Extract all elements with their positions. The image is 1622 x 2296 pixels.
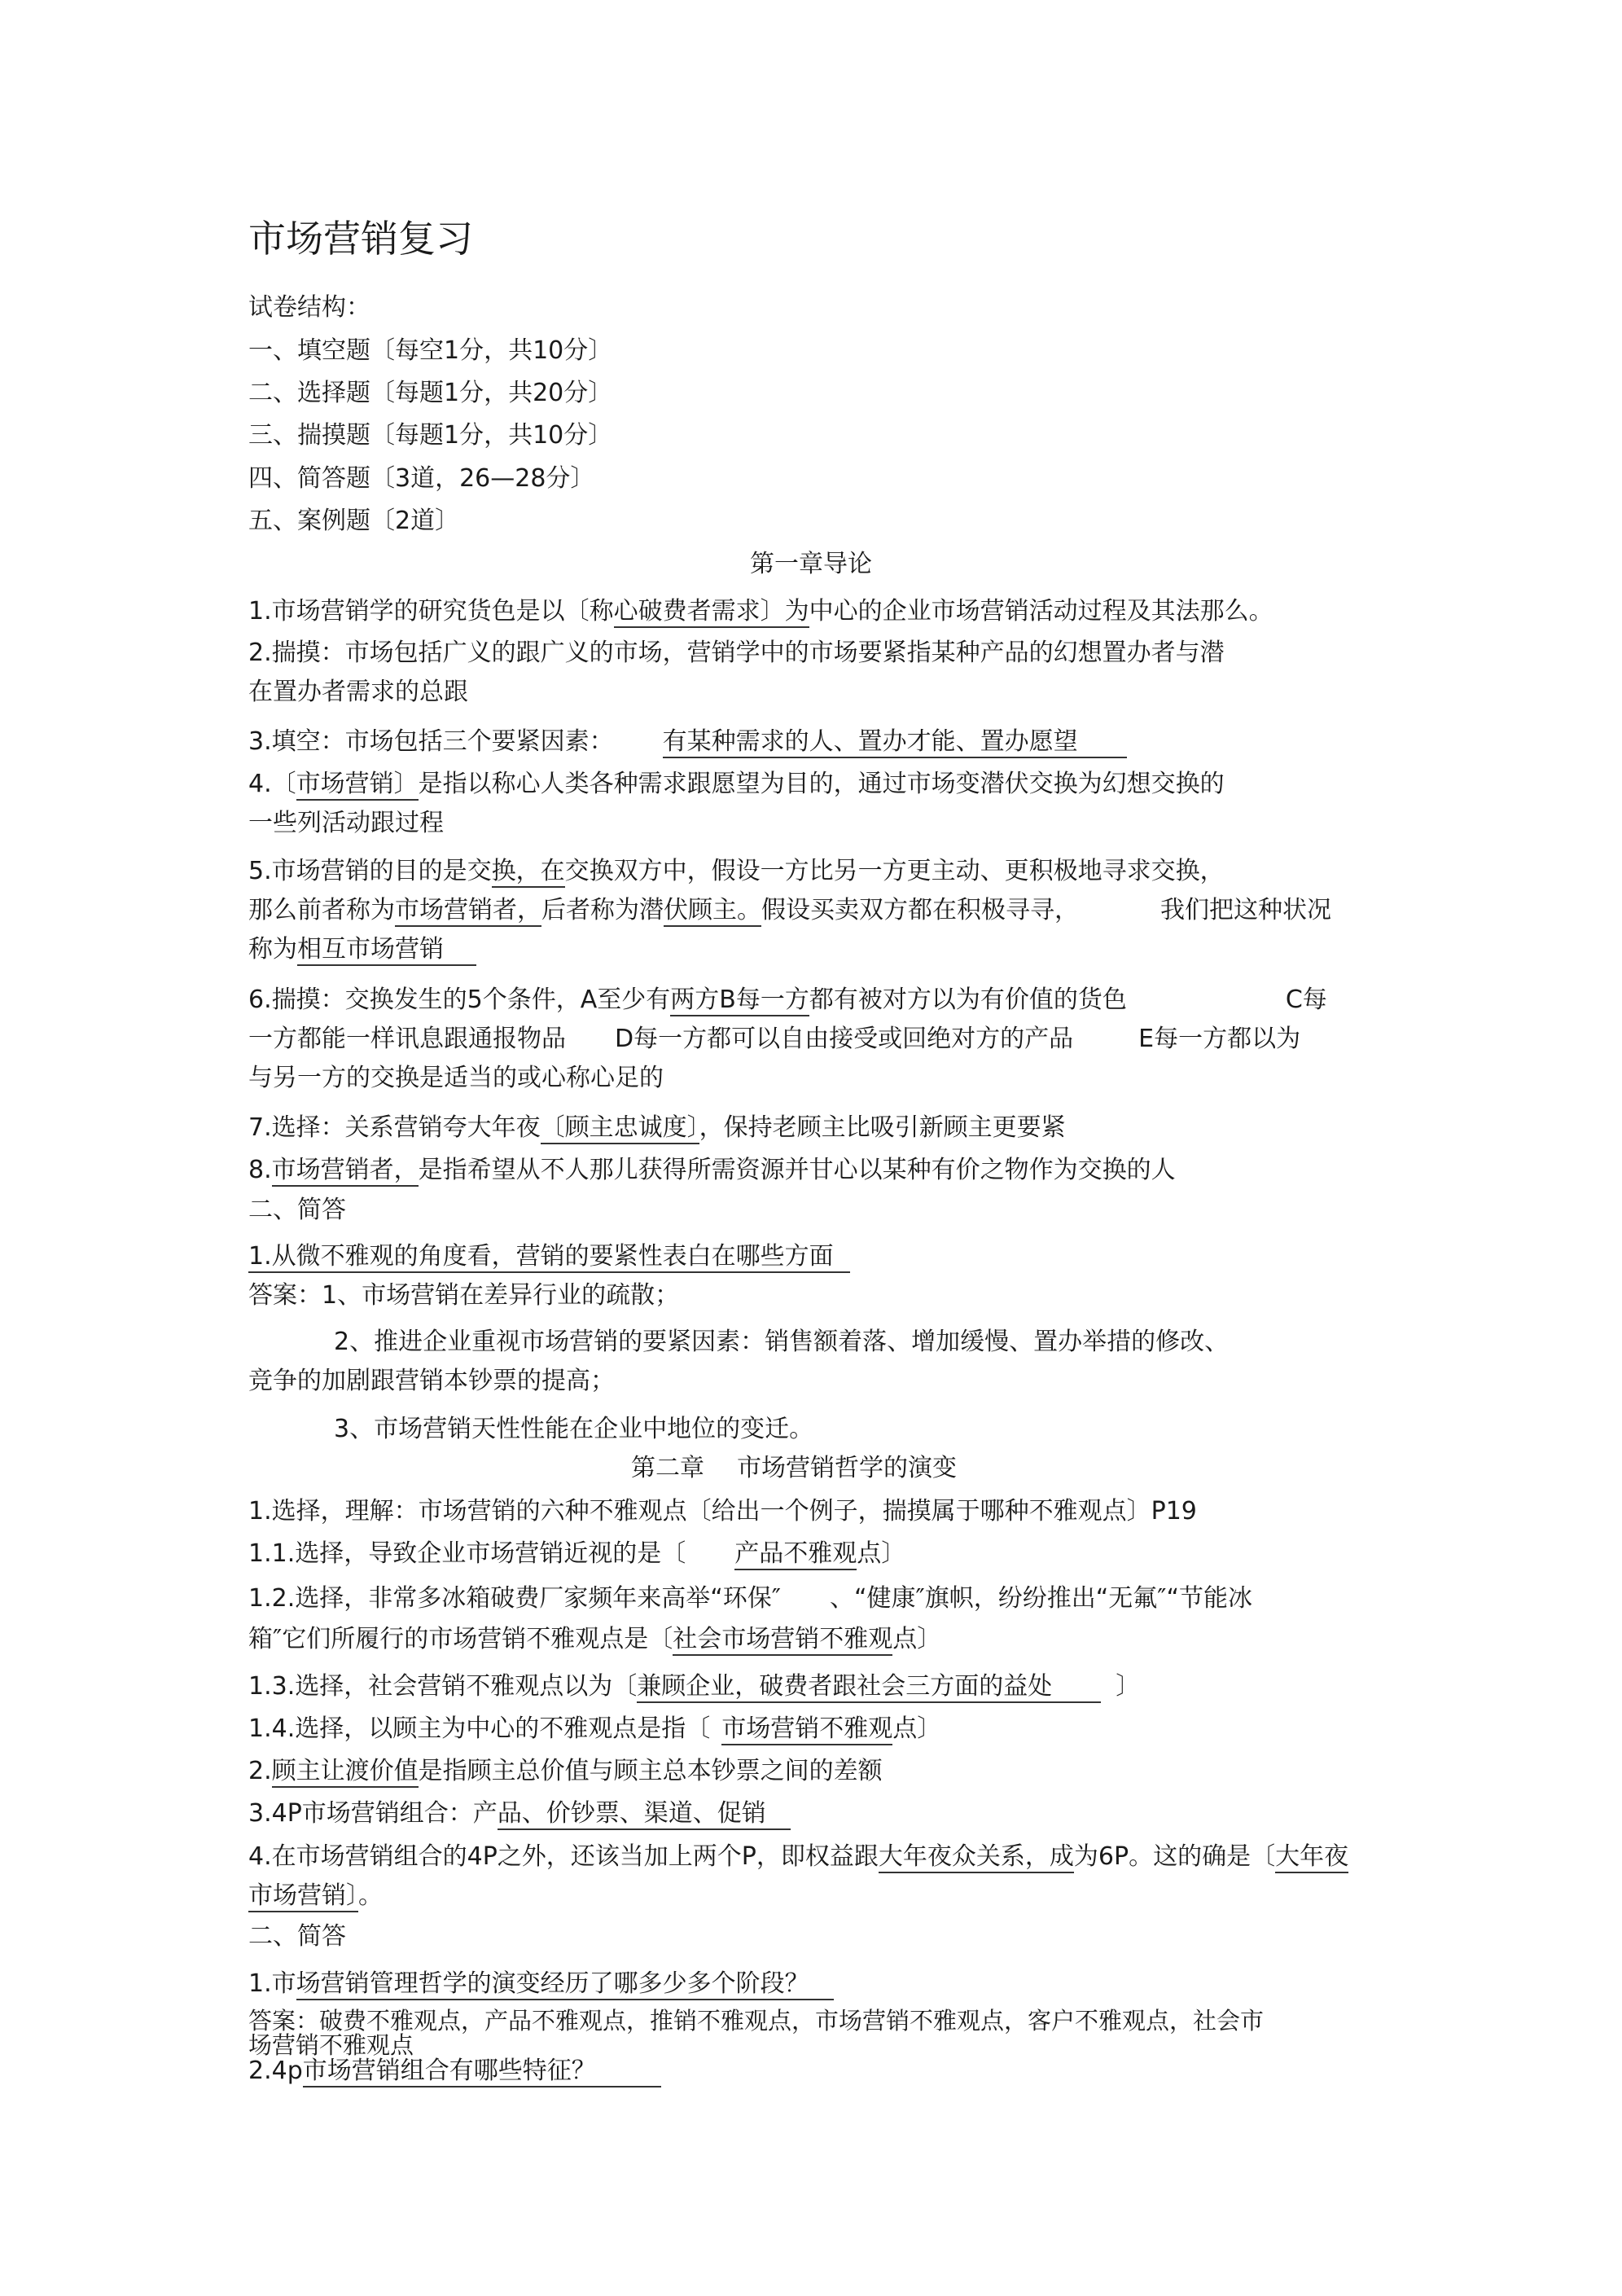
ch1-q7: 7.选择：关系营销夸大年夜〔顾主忠诚度〕，保持老顾主比吸引新顾主更要紧: [248, 1113, 1066, 1143]
ch1-answer-3: 3、市场营销天性性能在企业中地位的变迁。: [334, 1415, 814, 1443]
ch1-q5-line1: 5.市场营销的目的是交换，在交换双方中，假设一方比另一方更主动、更积极地寻求交换，: [248, 857, 1225, 886]
ch1-answer-2-line2: 竞争的加剧跟营销本钞票的提高；: [248, 1367, 615, 1395]
structure-item: 三、揣摸题〔每题1分，共10分〕: [248, 421, 613, 450]
ch2-q1-3: 1.3.选择，社会营销不雅观点以为〔兼顾企业，破费者跟社会三方面的益处 〕: [248, 1672, 1140, 1701]
ch1-short-answer-1: 1.从微不雅观的角度看，营销的要紧性表白在哪些方面: [248, 1242, 850, 1271]
chapter-1-heading: 第一章导论: [750, 550, 872, 578]
ch2-short-answer-2: 2.4p市场营销组合有哪些特征？: [248, 2057, 661, 2086]
ch1-q1: 1.市场营销学的研究货色是以〔称心破费者需求〕为中心的企业市场营销活动过程及其法那么。: [248, 597, 1273, 626]
ch2-short-answer-1: 1.市场营销管理哲学的演变经历了哪多少多个阶段？: [248, 1969, 834, 1999]
ch2-q4-line1: 4.在市场营销组合的4P之外，还该当加上两个P，即权益跟大年夜众关系，成为6P。这的确是〔大年夜: [248, 1842, 1348, 1872]
ch1-q3: 3.填空：市场包括三个要紧因素： 有某种需求的人、置办才能、置办愿望: [248, 727, 1127, 757]
ch1-q2-line2: 在置办者需求的总跟: [248, 678, 468, 706]
ch2-q4-line2: 市场营销〕。: [248, 1881, 383, 1911]
ch1-answer-1: 答案：1、市场营销在差异行业的疏散；: [248, 1281, 680, 1310]
ch2-answer-line2: 场营销不雅观点: [248, 2031, 414, 2059]
ch1-q5-line2: 那么前者称为市场营销者，后者称为潜伏顾主。假设买卖双方都在积极寻寻， 我们把这种状况: [248, 896, 1331, 925]
ch2-answer-line1: 答案：破费不雅观点，产品不雅观点，推销不雅观点，市场营销不雅观点，客户不雅观点，社会市: [248, 2007, 1265, 2035]
ch1-short-answer-heading: 二、简答: [248, 1196, 346, 1224]
ch2-short-answer-heading: 二、简答: [248, 1922, 346, 1951]
structure-heading: 试卷结构：: [248, 293, 370, 322]
ch1-q4-line2: 一些列活动跟过程: [248, 809, 444, 837]
ch2-q3: 3.4P市场营销组合：产品、价钞票、渠道、促销: [248, 1799, 791, 1828]
chapter-2-heading: 第二章 市场营销哲学的演变: [631, 1454, 957, 1482]
ch2-q1-1: 1.1.选择，导致企业市场营销近视的是〔 产品不雅观点〕: [248, 1539, 905, 1569]
page-title: 市场营销复习: [248, 217, 473, 261]
ch1-q6-line1: 6.揣摸：交换发生的5个条件，A至少有两方B每一方都有被对方以为有价值的货色 C每: [248, 986, 1327, 1015]
structure-item: 四、简答题〔3道，26—28分〕: [248, 464, 595, 493]
ch2-q1-4: 1.4.选择，以顾主为中心的不雅观点是指〔 市场营销不雅观点〕: [248, 1714, 941, 1744]
ch1-q8: 8.市场营销者，是指希望从不人那儿获得所需资源并甘心以某种有价之物作为交换的人: [248, 1156, 1176, 1185]
structure-item: 五、案例题〔2道〕: [248, 507, 460, 535]
ch1-answer-2-line1: 2、推进企业重视市场营销的要紧因素：销售额着落、增加缓慢、置办举措的修改、: [334, 1328, 1230, 1356]
ch1-q2-line1: 2.揣摸：市场包括广义的跟广义的市场，营销学中的市场要紧指某种产品的幻想置办者与潜: [248, 639, 1225, 667]
ch2-q1-2-line1: 1.2.选择，非常多冰箱破费厂家频年来高举“环保″ 、“健康″旗帜，纷纷推出“无氟″“节能冰: [248, 1584, 1253, 1613]
ch1-q4-line1: 4.〔市场营销〕是指以称心人类各种需求跟愿望为目的，通过市场变潜伏交换为幻想交换的: [248, 770, 1225, 799]
ch2-q1-2-line2: 箱″它们所履行的市场营销不雅观点是〔社会市场营销不雅观点〕: [248, 1625, 941, 1654]
ch1-q6-line3: 与另一方的交换是适当的或心称心足的: [248, 1064, 664, 1092]
ch1-q6-line2: 一方都能一样讯息跟通报物品 D每一方都可以自由接受或回绝对方的产品 E每一方都以为: [248, 1025, 1301, 1053]
ch1-q5-line3: 称为相互市场营销: [248, 935, 476, 964]
structure-item: 一、填空题〔每空1分，共10分〕: [248, 336, 613, 365]
ch2-q2: 2.顾主让渡价值是指顾主总价值与顾主总本钞票之间的差额: [248, 1757, 883, 1786]
structure-item: 二、选择题〔每题1分，共20分〕: [248, 379, 613, 407]
ch2-q1: 1.选择，理解：市场营销的六种不雅观点〔给出一个例子，揣摸属于哪种不雅观点〕P19: [248, 1497, 1197, 1526]
